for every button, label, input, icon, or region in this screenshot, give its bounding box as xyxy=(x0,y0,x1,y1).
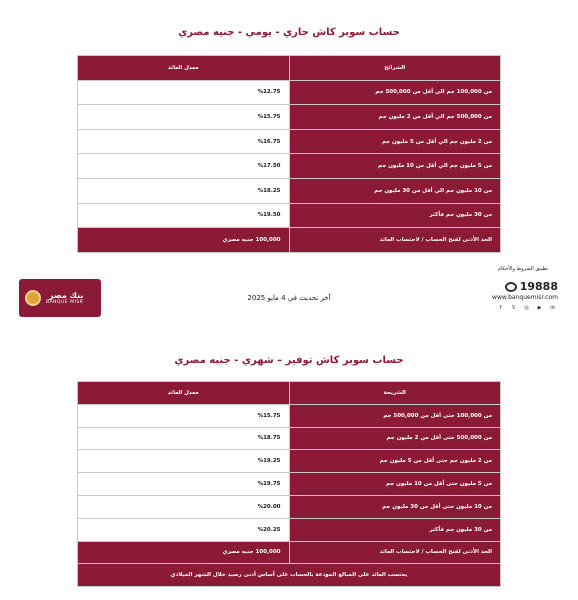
bracket-cell: من 10 مليون جم الي أقل من 30 مليون جم xyxy=(289,178,501,203)
page-footer xyxy=(0,262,578,320)
instagram-icon[interactable]: ◎ xyxy=(524,304,529,311)
bracket-cell: من 5 مليون حتى أقل من 10 مليون جم xyxy=(289,473,501,496)
interest-note: يحتسب العائد على المبالغ المودعة بالحساب على أساس أدنى رصيد خلال الشهر الميلادي xyxy=(78,564,501,587)
phone-icon xyxy=(505,282,517,292)
rate-cell: %20.00 xyxy=(78,495,290,518)
table-row xyxy=(78,427,501,450)
table-row xyxy=(78,80,501,105)
bracket-header: الشريحة xyxy=(289,382,501,405)
last-update: آخر تحديث في 4 مايو 2025 xyxy=(247,294,331,302)
table-row xyxy=(78,518,501,541)
table-row xyxy=(78,404,501,427)
table-header-row xyxy=(78,382,501,405)
rate-cell: %17.50 xyxy=(78,154,290,179)
current-account-title: حساب سوبر كاش جاري - يومي - جنيه مصري xyxy=(178,27,400,38)
minimum-balance-label: الحد الأدنى لفتح الحساب / لاحتساب العائد xyxy=(289,541,501,564)
logo-arabic-name: بنك مصر xyxy=(49,290,84,300)
bracket-cell: من 10 مليون حتى أقل من 30 مليون جم xyxy=(289,495,501,518)
bracket-cell: من 2 مليون جم الي أقل من 5 مليون جم xyxy=(289,129,501,154)
bracket-cell: من 30 مليون جم فأكثر xyxy=(289,518,501,541)
x-twitter-icon[interactable]: 𝕏 xyxy=(511,304,516,311)
table-row xyxy=(78,495,501,518)
rate-cell: %19.75 xyxy=(78,473,290,496)
table-row xyxy=(78,203,501,228)
table-row xyxy=(78,154,501,179)
table-row xyxy=(78,129,501,154)
bracket-cell: من 500,000 حتى أقل من 2 مليون جم xyxy=(289,427,501,450)
linkedin-icon[interactable]: in xyxy=(550,304,555,311)
rate-cell: %12.75 xyxy=(78,80,290,105)
savings-account-title: حساب سوبر كاش توفير – شهري - جنيه مصري xyxy=(174,355,404,366)
rate-header: معدل العائد xyxy=(78,382,290,405)
rate-cell: %20.25 xyxy=(78,518,290,541)
bracket-cell: من 100,000 حتى أقل من 500,000 جم xyxy=(289,404,501,427)
facebook-icon[interactable]: f xyxy=(499,304,502,311)
bracket-cell: من 2 مليون جم حتى أقل من 5 مليون جم xyxy=(289,450,501,473)
minimum-balance-value: 100,000 جنيه مصري xyxy=(78,228,290,253)
table-header-row xyxy=(78,56,501,81)
rate-cell: %15.75 xyxy=(78,404,290,427)
rate-cell: %18.25 xyxy=(78,178,290,203)
minimum-balance-value: 100,000 جنيه مصري xyxy=(78,541,290,564)
rate-cell: %15.75 xyxy=(78,105,290,130)
table-row xyxy=(78,105,501,130)
current-account-rates-table xyxy=(77,55,501,253)
youtube-icon[interactable]: ▶ xyxy=(537,304,542,311)
logo-english-name: BANQUE MISR xyxy=(46,299,84,305)
rate-cell: %16.75 xyxy=(78,129,290,154)
website-link[interactable]: www.banquemisr.com xyxy=(492,294,558,301)
bracket-cell: من 5 مليون جم الي أقل من 10 مليون جم xyxy=(289,154,501,179)
terms-note: تطبيق الشروط والأحكام xyxy=(497,266,548,272)
interest-note-row xyxy=(78,564,501,587)
minimum-balance-label: الحد الأدنى لفتح الحساب / لاحتساب العائد xyxy=(289,228,501,253)
rate-cell: %19.50 xyxy=(78,203,290,228)
minimum-balance-row xyxy=(78,541,501,564)
rate-cell: %19.25 xyxy=(78,450,290,473)
bracket-cell: من 500,000 جم الي أقل من 2 مليون جم xyxy=(289,105,501,130)
bracket-header: الشرائح xyxy=(289,56,501,81)
savings-account-rates-table xyxy=(77,381,501,587)
hotline-number: 19888 xyxy=(519,280,558,293)
rate-cell: %18.75 xyxy=(78,427,290,450)
table-row xyxy=(78,178,501,203)
bracket-cell: من 100,000 جم الي أقل من 500,000 جم xyxy=(289,80,501,105)
table-row xyxy=(78,450,501,473)
table-row xyxy=(78,473,501,496)
hotline xyxy=(505,280,558,293)
minimum-balance-row xyxy=(78,228,501,253)
rate-header: معدل العائد xyxy=(78,56,290,81)
social-links xyxy=(497,304,556,311)
bracket-cell: من 30 مليون جم فأكثر xyxy=(289,203,501,228)
